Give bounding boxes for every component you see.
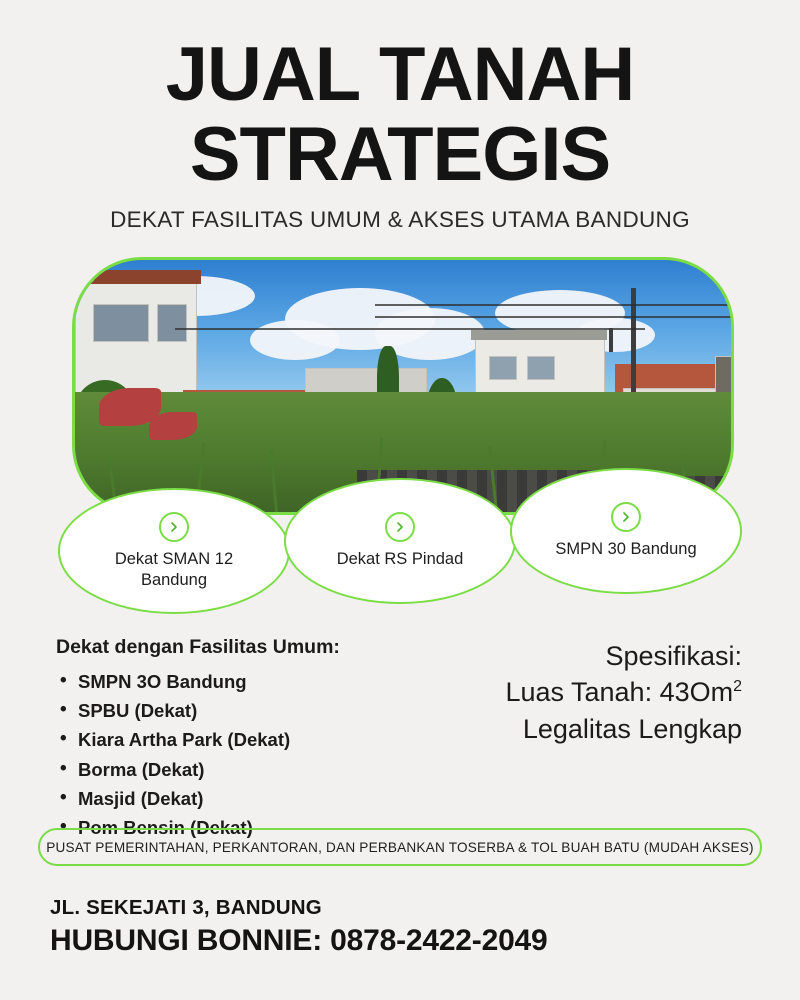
page-title-line-1: JUAL TANAH bbox=[165, 32, 635, 117]
window-shape bbox=[157, 304, 187, 342]
facilities-section bbox=[56, 636, 456, 842]
power-line bbox=[375, 316, 734, 318]
list-item: • SPBU (Dekat) bbox=[78, 696, 456, 725]
list-item: • Pom Bensin (Dekat) bbox=[78, 813, 456, 842]
chevron-right-icon bbox=[611, 502, 641, 532]
roof-shape bbox=[471, 330, 607, 340]
power-line bbox=[375, 304, 734, 306]
facilities-list bbox=[56, 667, 456, 842]
list-item: • Borma (Dekat) bbox=[78, 755, 456, 784]
specs-heading: Spesifikasi: bbox=[605, 641, 742, 671]
cloud-shape bbox=[250, 320, 340, 360]
power-line bbox=[175, 328, 645, 330]
list-item: • Masjid (Dekat) bbox=[78, 784, 456, 813]
list-item: • Kiara Artha Park (Dekat) bbox=[78, 725, 456, 754]
address-text: JL. SEKEJATI 3, BANDUNG bbox=[50, 896, 322, 919]
window-shape bbox=[93, 304, 149, 342]
list-item: • SMPN 3O Bandung bbox=[78, 667, 456, 696]
feature-bubble-label: Dekat SMAN 12 Bandung bbox=[114, 549, 234, 589]
feature-bubble-label: Dekat RS Pindad bbox=[336, 550, 464, 569]
feature-bubble-2[interactable] bbox=[284, 478, 516, 604]
window-shape bbox=[489, 356, 517, 380]
page-title-line-2: STRATEGIS bbox=[189, 112, 611, 198]
specs-land-area-unit: 2 bbox=[733, 678, 742, 696]
specs-land-area-label: Luas Tanah: 43Om bbox=[505, 677, 734, 708]
window-shape bbox=[527, 356, 555, 380]
page-subtitle: DEKAT FASILITAS UMUM & AKSES UTAMA BANDUNG bbox=[110, 206, 690, 232]
specs-legality: Legalitas Lengkap bbox=[522, 713, 742, 744]
specs-section bbox=[422, 638, 742, 747]
feature-bubbles bbox=[58, 478, 742, 610]
chevron-right-icon bbox=[385, 512, 415, 542]
facilities-heading: Dekat dengan Fasilitas Umum: bbox=[56, 636, 340, 658]
feature-bubble-label: SMPN 30 Bandung bbox=[555, 540, 697, 559]
location-banner-text: PUSAT PEMERINTAHAN, PERKANTORAN, DAN PERBANKAN TOSERBA & TOL BUAH BATU (MUDAH AKSES) bbox=[46, 839, 754, 855]
poster-header bbox=[0, 0, 800, 233]
red-plant bbox=[149, 412, 197, 440]
feature-bubble-3[interactable] bbox=[510, 468, 742, 594]
chevron-right-icon bbox=[159, 512, 189, 542]
street-lamp bbox=[609, 328, 613, 352]
feature-bubble-1[interactable] bbox=[58, 488, 290, 614]
roof-shape bbox=[75, 270, 201, 284]
poster-footer bbox=[50, 896, 770, 958]
location-banner bbox=[38, 828, 762, 866]
contact-text[interactable]: HUBUNGI BONNIE: 0878-2422-2049 bbox=[50, 924, 548, 957]
specs-land-area bbox=[422, 674, 742, 710]
